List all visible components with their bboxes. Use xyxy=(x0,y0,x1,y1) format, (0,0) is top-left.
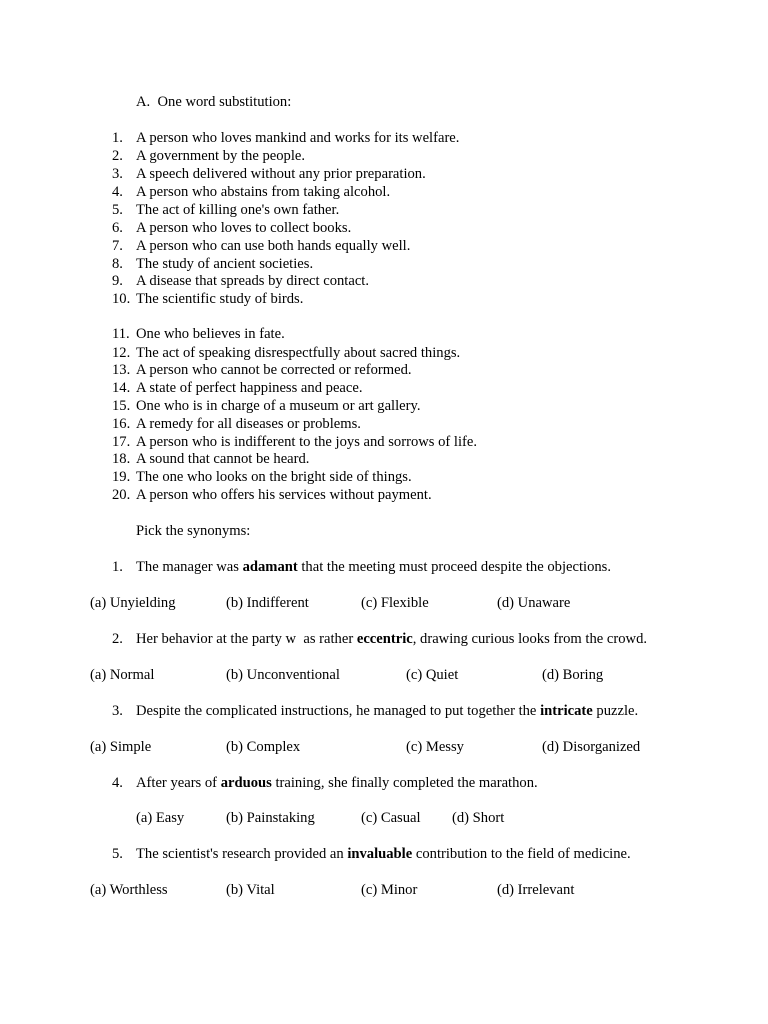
option-c: (c) Minor xyxy=(361,882,418,898)
option-d: (d) Unaware xyxy=(497,595,571,611)
option-c: (c) Quiet xyxy=(406,667,459,683)
section-a-heading xyxy=(136,94,291,111)
option-d: (d) Irrelevant xyxy=(497,882,575,898)
option-b: (b) Complex xyxy=(226,739,301,755)
option-c: (c) Messy xyxy=(406,739,464,755)
option-c: (c) Flexible xyxy=(361,595,429,611)
option-d: (d) Boring xyxy=(542,667,604,683)
option-b: (b) Unconventional xyxy=(226,667,340,683)
option-b: (b) Vital xyxy=(226,882,275,898)
keyword: adamant xyxy=(242,559,298,575)
keyword: invaluable xyxy=(347,846,413,862)
keyword: arduous xyxy=(220,775,272,791)
section-a-letter: A. xyxy=(136,94,151,110)
option-a: (a) Normal xyxy=(90,667,155,683)
option-a: (a) Unyielding xyxy=(90,595,176,611)
option-b: (b) Indifferent xyxy=(226,595,309,611)
option-b: (b) Painstaking xyxy=(226,810,315,826)
keyword: intricate xyxy=(540,703,593,719)
option-c: (c) Casual xyxy=(361,810,421,826)
keyword: eccentric xyxy=(356,631,413,647)
option-a: (a) Simple xyxy=(90,739,152,755)
section-a-title: One word substitution: xyxy=(157,94,292,110)
synonyms-heading: Pick the synonyms: xyxy=(136,523,251,539)
option-a: (a) Worthless xyxy=(90,882,168,898)
option-d: (d) Short xyxy=(452,810,505,826)
option-d: (d) Disorganized xyxy=(542,739,641,755)
option-a: (a) Easy xyxy=(136,810,185,826)
